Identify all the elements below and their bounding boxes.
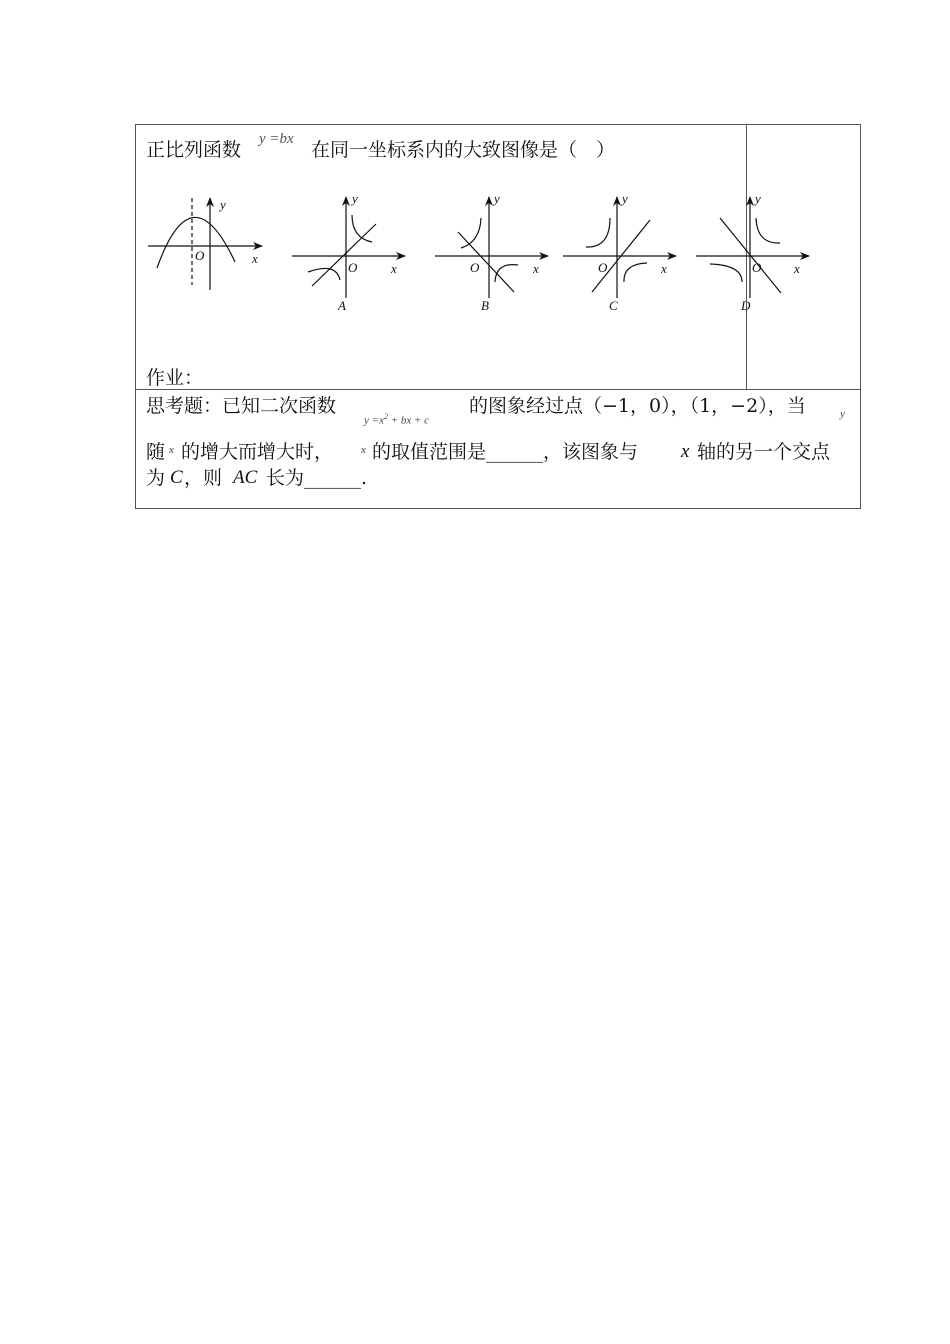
- q2-line1-suffix: 的图象经过点（−1，0），（1，−2），当: [469, 395, 806, 417]
- graph-b: [435, 197, 548, 298]
- q2-var-x: x: [169, 444, 174, 456]
- homework-label: 作业：: [146, 367, 204, 389]
- q2-var-y: y: [840, 408, 845, 420]
- q2-line2-a: 随: [146, 441, 166, 463]
- graph-parabola: [148, 198, 262, 290]
- graph-labels: [195, 191, 800, 313]
- q1-prefix: 正比列函数: [146, 139, 242, 161]
- gc-origin-label: O: [598, 260, 608, 275]
- q2-line3-ac: AC: [233, 467, 258, 488]
- q2-line2-x: x: [681, 441, 690, 462]
- gd-origin-label: O: [752, 260, 762, 275]
- q1-suffix: 在同一坐标系内的大致图像是（ ）: [311, 139, 616, 161]
- q2-line3-d: 长为______.: [266, 467, 368, 489]
- g0-origin-label: O: [195, 248, 205, 263]
- gc-x-label: x: [661, 261, 667, 276]
- gb-origin-label: O: [470, 260, 480, 275]
- gd-y-label: y: [755, 191, 761, 206]
- q2-var-x2: x: [361, 444, 366, 456]
- option-a-label: A: [338, 298, 346, 313]
- option-c-label: C: [609, 298, 618, 313]
- ga-x-label: x: [391, 261, 397, 276]
- q2-line3-c: C: [170, 467, 183, 488]
- q2-line2-d: 轴的另一个交点: [697, 441, 831, 463]
- gc-y-label: y: [622, 191, 628, 206]
- q2-line3-b: ，则: [184, 467, 223, 489]
- q2-line2-b: 的增大而增大时，: [181, 441, 334, 463]
- gb-y-label: y: [494, 191, 500, 206]
- q1-formula: y =bx: [259, 131, 294, 147]
- graph-c: [563, 197, 676, 298]
- gb-x-label: x: [533, 261, 539, 276]
- ga-y-label: y: [352, 191, 358, 206]
- graph-a: [292, 197, 405, 298]
- option-d-label: D: [741, 298, 751, 313]
- q2-formula-eq: =x: [371, 414, 384, 427]
- q2-formula-rest: + bx + c: [390, 414, 430, 427]
- q2-line3-a: 为: [146, 467, 166, 489]
- ga-origin-label: O: [348, 260, 358, 275]
- q2-formula-exp: 2: [383, 412, 388, 421]
- q2-formula: [364, 404, 429, 434]
- option-b-label: B: [481, 298, 489, 313]
- g0-x-label: x: [252, 251, 258, 266]
- gd-x-label: x: [794, 261, 800, 276]
- function-graphs: [0, 0, 950, 400]
- q2-line2-c: 的取值范围是______，该图象与: [372, 441, 639, 463]
- g0-y-label: y: [220, 197, 226, 212]
- q2-formula-y: y: [364, 414, 369, 427]
- graph-d: [696, 197, 809, 298]
- q2-line1-prefix: 思考题：已知二次函数: [146, 395, 337, 417]
